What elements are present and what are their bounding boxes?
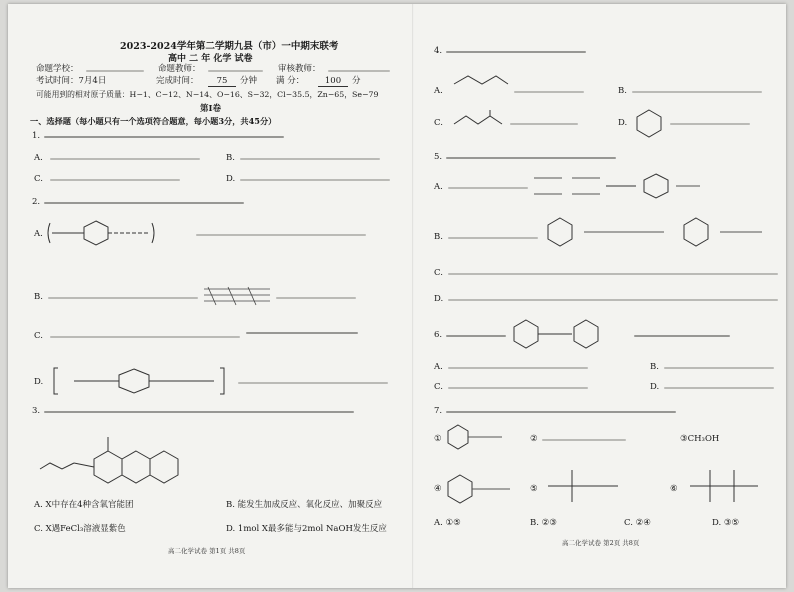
- q6-number: 6.: [434, 330, 443, 340]
- school-label: 命题学校：: [36, 64, 79, 74]
- q5-option-b-letter: B.: [434, 232, 443, 242]
- q7-option-d: D. ③⑤: [712, 518, 740, 528]
- q4-option-d-text: [670, 123, 750, 125]
- duration-unit: 分钟: [240, 76, 258, 86]
- q6-option-d-text: [664, 387, 774, 389]
- q2-option-b-text: [48, 297, 198, 299]
- q1-option-c: C.: [34, 174, 43, 184]
- q5-b-equation: [544, 212, 764, 256]
- q7-item-1-structure: [446, 422, 506, 450]
- school-value: [86, 70, 144, 72]
- q1-option-b: B.: [226, 153, 235, 163]
- q2-option-c: C.: [34, 331, 43, 341]
- exam-date: 考试时间：7月4日: [36, 76, 107, 86]
- score-unit: 分: [352, 76, 361, 86]
- q5-option-b-text: [448, 237, 538, 239]
- q1-option-d: D.: [226, 174, 236, 184]
- q3-stem: [44, 411, 354, 413]
- reviewer-value: [328, 70, 390, 72]
- q5-option-d-text: [448, 299, 778, 301]
- q3-option-d: D. 1mol X最多能与2mol NaOH发生反应: [226, 524, 387, 534]
- q5-option-c-text: [448, 273, 778, 275]
- q2-option-b-tail: [276, 297, 356, 299]
- left-page: [8, 4, 412, 588]
- q6-option-b-letter: B.: [650, 362, 659, 372]
- q7-item-6-structure: [684, 466, 764, 506]
- q5-option-c-letter: C.: [434, 268, 443, 278]
- q2-option-c-text: [50, 336, 240, 338]
- q7-item-4: ④: [434, 484, 442, 494]
- q2-a-structure: [48, 217, 158, 247]
- q1-option-a: A.: [34, 153, 43, 163]
- q7-number: 7.: [434, 406, 443, 416]
- q6-option-a-text: [448, 367, 588, 369]
- q7-item-5-structure: [542, 466, 622, 506]
- q2-b-network-icon: [202, 285, 272, 307]
- q6-option-c-letter: C.: [434, 382, 443, 392]
- q3-option-a: A. X中存在4种含氧官能团: [34, 500, 134, 510]
- q2-c-formula: [246, 332, 358, 334]
- q2-d-structure: [54, 366, 224, 396]
- q1-option-c-text: [50, 179, 180, 181]
- q4-number: 4.: [434, 46, 443, 56]
- score-label: 满 分：: [276, 76, 305, 86]
- q2-number: 2.: [32, 197, 41, 207]
- right-footer: 高二化学试卷 第2页 共8页: [562, 539, 640, 547]
- q3-molecule-x: [38, 429, 198, 489]
- q7-item-4-structure: [446, 472, 516, 504]
- q7-option-c: C. ②④: [624, 518, 651, 528]
- q5-stem: [446, 157, 616, 159]
- q7-item-3: ③CH₃OH: [680, 434, 720, 444]
- q6-structure: [512, 312, 622, 356]
- q4-option-d-letter: D.: [618, 118, 628, 128]
- q7-option-a: A. ①⑤: [434, 518, 461, 528]
- q1-number: 1.: [32, 131, 41, 141]
- atomic-masses: 可能用到的相对原子质量：H−1、C−12、N−14、O−16、S−32，Cl−35.5，Zn−65，Se−79: [36, 90, 379, 99]
- q6-option-b-text: [664, 367, 774, 369]
- exam-title: 2023-2024学年第二学期九县（市）一中期末联考: [120, 41, 339, 52]
- q4-stem: [446, 51, 586, 53]
- score-value: 100: [318, 76, 348, 87]
- exam-subtitle: 高中 二 年 化学 试卷: [168, 54, 253, 64]
- q5-a-equation: [532, 170, 702, 204]
- q4-a-structure: [450, 68, 510, 96]
- reviewer-label: 审核教师：: [278, 64, 321, 74]
- q2-stem: [44, 202, 244, 204]
- volume-label: 第Ⅰ卷: [200, 104, 221, 114]
- q3-option-c: C. X遇FeCl₃溶液显紫色: [34, 524, 126, 534]
- q4-d-ring-icon: [634, 108, 664, 138]
- q4-option-b-letter: B.: [618, 86, 627, 96]
- q7-item-1: ①: [434, 434, 442, 444]
- q6-option-c-text: [448, 387, 588, 389]
- q2-option-a: A.: [34, 229, 43, 239]
- q1-stem: [44, 136, 284, 138]
- q4-option-a-letter: A.: [434, 86, 443, 96]
- q5-number: 5.: [434, 152, 443, 162]
- q7-item-6: ⑥: [670, 484, 678, 494]
- q5-option-a-text: [448, 187, 528, 189]
- q4-option-c-text: [510, 123, 578, 125]
- q4-option-b-text: [632, 91, 762, 93]
- author-label: 命题教师：: [158, 64, 201, 74]
- q2-option-b: B.: [34, 292, 43, 302]
- q1-option-b-text: [240, 158, 380, 160]
- q5-option-d-letter: D.: [434, 294, 444, 304]
- q7-item-5: ⑤: [530, 484, 538, 494]
- q4-option-a-text: [514, 91, 584, 93]
- q6-stem: [446, 335, 506, 337]
- q7-item-2-formula: [542, 439, 626, 441]
- q2-option-d-text: [238, 382, 388, 384]
- q4-c-structure: [450, 110, 510, 132]
- q2-option-a-text: [196, 234, 366, 236]
- section-heading: 一、选择题（每小题只有一个选项符合题意，每小题3分，共45分）: [30, 116, 277, 126]
- exam-sheet: [8, 4, 786, 588]
- duration-label: 完成时间：: [156, 76, 199, 86]
- q5-option-a-letter: A.: [434, 182, 443, 192]
- right-page: [414, 4, 786, 588]
- q4-option-c-letter: C.: [434, 118, 443, 128]
- q1-option-d-text: [240, 179, 390, 181]
- left-footer: 高二化学试卷 第1页 共8页: [168, 547, 246, 555]
- q6-option-a-letter: A.: [434, 362, 443, 372]
- duration-value: 75: [208, 76, 236, 87]
- q3-option-b: B. 能发生加成反应、氧化反应、加聚反应: [226, 500, 383, 510]
- author-value: [208, 70, 263, 72]
- q3-number: 3.: [32, 406, 41, 416]
- q7-stem: [446, 411, 676, 413]
- q2-option-d: D.: [34, 377, 44, 387]
- q6-option-d-letter: D.: [650, 382, 660, 392]
- q6-stem-tail: [634, 335, 730, 337]
- q7-item-2: ②: [530, 434, 538, 444]
- q7-option-b: B. ②③: [530, 518, 557, 528]
- q1-option-a-text: [50, 158, 200, 160]
